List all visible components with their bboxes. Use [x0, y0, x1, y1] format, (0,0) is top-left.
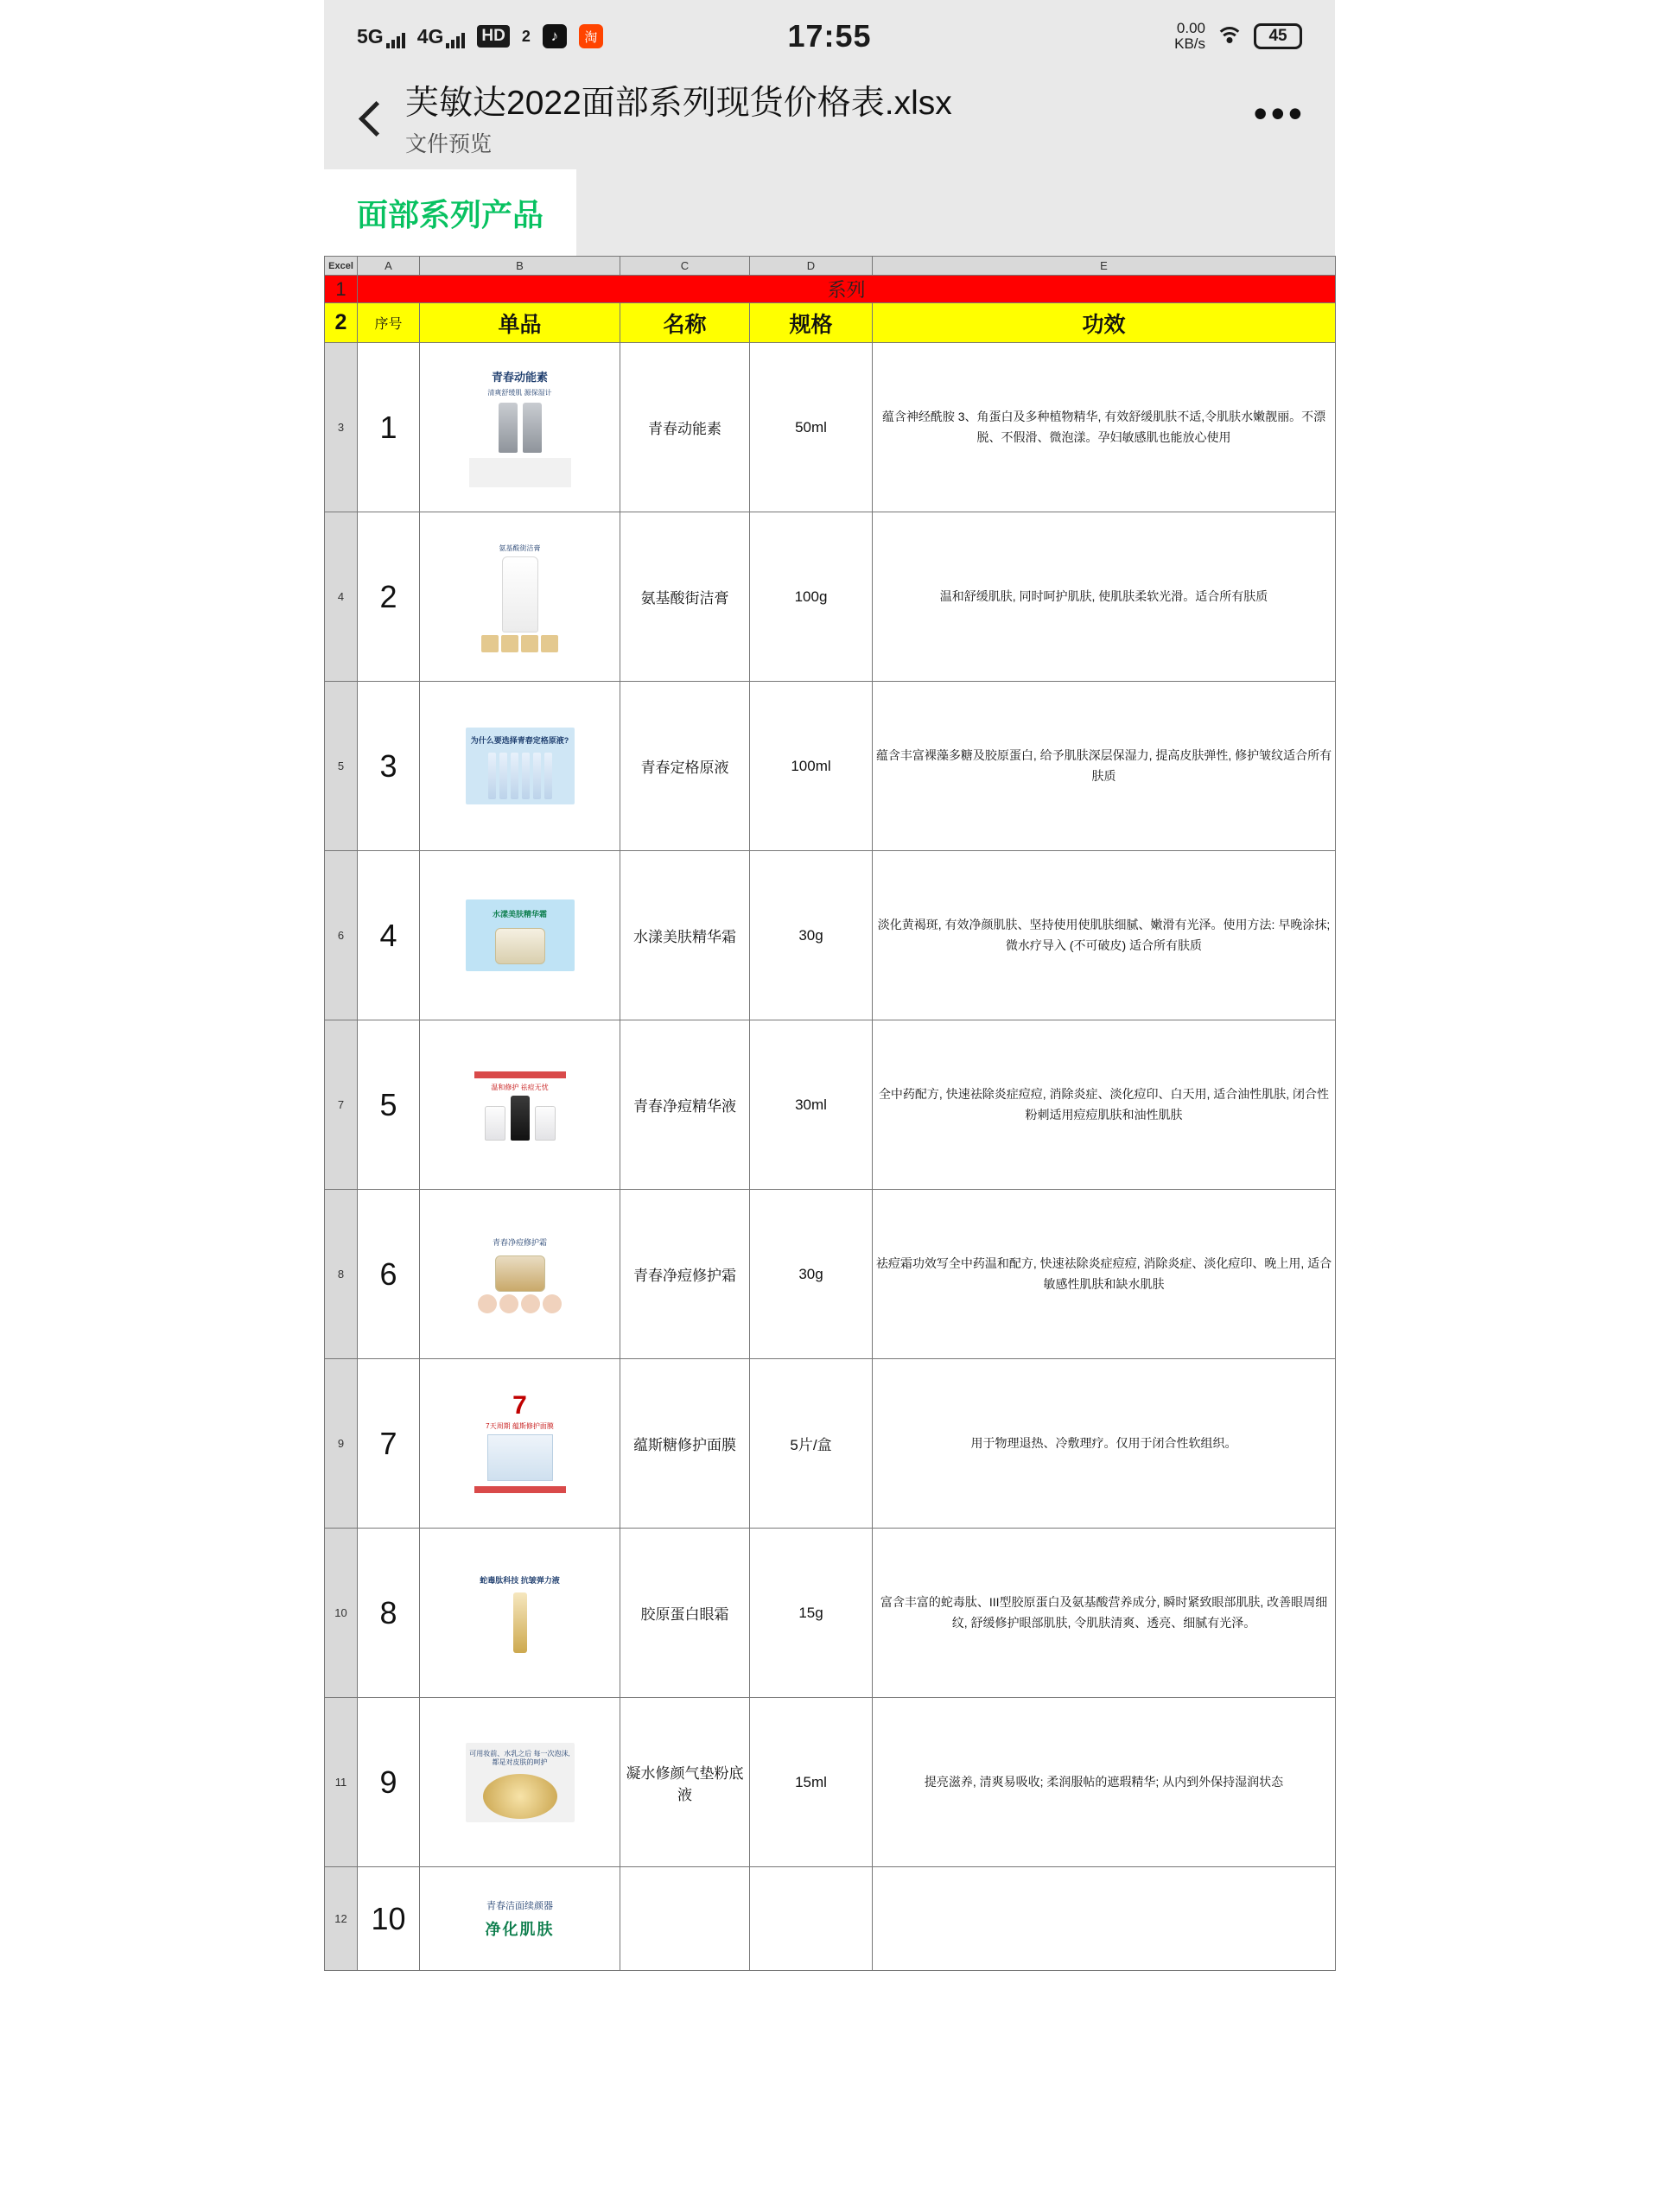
- product-image-8: [466, 1569, 575, 1656]
- column-header-b[interactable]: B: [420, 257, 620, 276]
- row-header-3[interactable]: 3: [325, 343, 358, 512]
- cell-effect: 祛痘霜功效写全中药温和配方, 快速祛除炎症痘痘, 消除炎症、淡化痘印、晚上用, 适合敏感性肌肤和缺水肌肤: [873, 1190, 1336, 1359]
- cell-name: 青春动能素: [620, 343, 750, 512]
- product-image-caption: 青春动能素: [491, 371, 548, 385]
- taobao-icon: 淘: [579, 24, 603, 48]
- cell-product-image: [420, 1529, 620, 1698]
- row-header-5[interactable]: 5: [325, 682, 358, 851]
- table-row: [325, 1698, 1336, 1867]
- signal-bars-icon: [386, 31, 405, 48]
- cell-effect: 富含丰富的蛇毒肽、III型胶原蛋白及氨基酸营养成分, 瞬时紧致眼部肌肤, 改善眼周细纹, 舒缓修护眼部肌肤, 令肌肤清爽、透亮、细腻有光泽。: [873, 1529, 1336, 1698]
- product-image-4: [466, 899, 575, 971]
- cell-index: 10: [358, 1867, 420, 1971]
- cell-name: 蕴斯糖修护面膜: [620, 1359, 750, 1529]
- column-header-row: [325, 257, 1336, 276]
- cell-effect: 蕴含丰富裸藻多糖及胶原蛋白, 给予肌肤深层保湿力, 提高皮肤弹性, 修护皱纹适合所有肤质: [873, 682, 1336, 851]
- product-image-5: [466, 1066, 575, 1144]
- dropper-illustration: [513, 1592, 527, 1653]
- phone-frame: [324, 0, 1335, 2212]
- cell-index: 9: [358, 1698, 420, 1867]
- cell-spec: 30g: [750, 851, 873, 1020]
- cell-spec: 100g: [750, 512, 873, 682]
- cell-product-image: [420, 1698, 620, 1867]
- cell-name: 凝水修颜气垫粉底液: [620, 1698, 750, 1867]
- more-options-icon[interactable]: •••: [1253, 91, 1306, 136]
- tiktok-icon: ♪: [543, 24, 567, 48]
- cell-index: 3: [358, 682, 420, 851]
- back-icon[interactable]: [353, 96, 391, 146]
- cell-effect: 温和舒缓肌肤, 同时呵护肌肤, 使肌肤柔软光滑。适合所有肤质: [873, 512, 1336, 682]
- table-row: [325, 851, 1336, 1020]
- network-5g-label: 5G: [357, 24, 384, 48]
- cell-index: 1: [358, 343, 420, 512]
- cell-product-image: [420, 851, 620, 1020]
- cell-index: 8: [358, 1529, 420, 1698]
- jar-illustration: [495, 928, 545, 964]
- banner-strip: [474, 1071, 566, 1078]
- cell-effect: 蕴含神经酰胺 3、角蛋白及多种植物精华, 有效舒缓肌肤不适,令肌肤水嫩靓丽。不漂脱、不假滑、微泡漾。孕妇敏感肌也能放心使用: [873, 343, 1336, 512]
- spreadsheet-grid: [324, 256, 1336, 1971]
- cell-index: 6: [358, 1190, 420, 1359]
- banner-strip: [474, 1486, 566, 1493]
- cell-index: 4: [358, 851, 420, 1020]
- table-row: [325, 1867, 1336, 1971]
- grid-corner[interactable]: Excel: [325, 257, 358, 276]
- product-image-caption: 氨基酸街洁膏: [499, 544, 541, 552]
- cell-effect: 淡化黄褐斑, 有效净颜肌肤、坚持使用使肌肤细腻、嫩滑有光泽。使用方法: 早晚涂抹;微水疗导入 (不可破皮) 适合所有肤质: [873, 851, 1336, 1020]
- row-header-1[interactable]: 1: [325, 276, 358, 303]
- wifi-icon: [1217, 27, 1242, 46]
- product-image-caption: 可用妆前、水乳之后 每一次泡沫, 都是对皮肤的呵护: [469, 1749, 570, 1766]
- row-header-4[interactable]: 4: [325, 512, 358, 682]
- product-image-caption: 7天周期 蕴斯修护面膜: [486, 1421, 554, 1430]
- status-right: [872, 21, 1302, 52]
- network-5g-indicator: [357, 25, 405, 48]
- data-rate-unit: KB/s: [1174, 35, 1206, 52]
- network-4g-label: 4G: [416, 24, 444, 48]
- spreadsheet[interactable]: [324, 256, 1335, 1971]
- header-name: 名称: [620, 303, 750, 343]
- product-image-subcaption: 清爽舒缓肌 源保湿计: [487, 388, 552, 397]
- table-row: [325, 1529, 1336, 1698]
- cell-effect: [873, 1867, 1336, 1971]
- data-rate: [1174, 21, 1205, 52]
- row-header-11[interactable]: 11: [325, 1698, 358, 1867]
- bottles-illustration: [469, 403, 571, 453]
- tube-illustration: [502, 556, 538, 632]
- page-subtitle: 文件预览: [405, 132, 493, 156]
- header-effect: 功效: [873, 303, 1336, 343]
- seven-day-label: 7: [512, 1390, 527, 1420]
- cell-spec: [750, 1867, 873, 1971]
- table-row: [325, 1190, 1336, 1359]
- cell-spec: 30ml: [750, 1020, 873, 1190]
- row-header-10[interactable]: 10: [325, 1529, 358, 1698]
- title-bar: [324, 73, 1335, 169]
- cell-effect: 全中药配方, 快速祛除炎症痘痘, 消除炎症、淡化痘印、白天用, 适合油性肌肤, 闭合性粉刺适用痘痘肌肤和油性肌肤: [873, 1020, 1336, 1190]
- sheet-tab-bar: [324, 169, 1335, 256]
- cell-spec: 5片/盒: [750, 1359, 873, 1529]
- row-header-8[interactable]: 8: [325, 1190, 358, 1359]
- product-image-title: 净化肌肤: [485, 1921, 555, 1939]
- cell-product-image: [420, 1867, 620, 1971]
- cell-index: 2: [358, 512, 420, 682]
- product-image-caption: 水漾美肤精华霜: [492, 909, 547, 918]
- cell-product-image: [420, 512, 620, 682]
- table-row: [325, 343, 1336, 512]
- product-shadow: [469, 458, 571, 487]
- ampoules-illustration: [469, 753, 571, 799]
- table-row: [325, 512, 1336, 682]
- cell-name: 水漾美肤精华霜: [620, 851, 750, 1020]
- column-header-e[interactable]: E: [873, 257, 1336, 276]
- product-image-6: [466, 1231, 575, 1316]
- row-header-2[interactable]: 2: [325, 303, 358, 343]
- row-header-9[interactable]: 9: [325, 1359, 358, 1529]
- title-wrap: [405, 84, 1254, 158]
- product-image-caption: 为什么要选择青春定格原液?: [470, 735, 569, 745]
- cell-effect: 用于物理退热、冷敷理疗。仅用于闭合性软组织。: [873, 1359, 1336, 1529]
- hd-icon: HD: [477, 25, 509, 48]
- product-image-caption: 青春净痘修护霜: [492, 1238, 547, 1248]
- header-index: 序号: [358, 303, 420, 343]
- bottle-illustration: [469, 1096, 571, 1141]
- face-thumbnails: [469, 1294, 571, 1313]
- cell-product-image: [420, 682, 620, 851]
- row-header-6[interactable]: 6: [325, 851, 358, 1020]
- cell-name: 氨基酸街洁膏: [620, 512, 750, 682]
- product-image-2: [466, 537, 575, 656]
- cell-name: [620, 1867, 750, 1971]
- cell-name: 胶原蛋白眼霜: [620, 1529, 750, 1698]
- table-row: [325, 682, 1336, 851]
- cell-spec: 15ml: [750, 1698, 873, 1867]
- status-left: [357, 24, 787, 48]
- page-title: 芙敏达2022面部系列现货价格表.xlsx: [405, 84, 952, 122]
- sheet-tab-face-series[interactable]: 面部系列产品: [324, 169, 576, 256]
- signal-bars-icon-2: [446, 31, 465, 48]
- cell-name: 青春净痘精华液: [620, 1020, 750, 1190]
- header-spec: 规格: [750, 303, 873, 343]
- table-row: [325, 1020, 1336, 1190]
- cell-name: 青春定格原液: [620, 682, 750, 851]
- mask-box-illustration: [487, 1434, 553, 1481]
- cell-spec: 30g: [750, 1190, 873, 1359]
- product-image-1: [466, 364, 575, 490]
- cell-effect: 提亮滋养, 清爽易吸收; 柔润服帖的遮瑕精华; 从内到外保持湿润状态: [873, 1698, 1336, 1867]
- table-row-banner: [325, 276, 1336, 303]
- status-bar: [324, 0, 1335, 73]
- cell-spec: 15g: [750, 1529, 873, 1698]
- cell-spec: 50ml: [750, 343, 873, 512]
- table-row: [325, 1359, 1336, 1529]
- header-product: 单品: [420, 303, 620, 343]
- cell-spec: 100ml: [750, 682, 873, 851]
- cell-name: 青春净痘修护霜: [620, 1190, 750, 1359]
- clock-label: 17:55: [787, 18, 872, 54]
- product-image-7: [466, 1389, 575, 1498]
- row-header-12[interactable]: 12: [325, 1867, 358, 1971]
- product-image-9: [466, 1743, 575, 1822]
- cell-index: 5: [358, 1020, 420, 1190]
- column-header-a[interactable]: A: [358, 257, 420, 276]
- cell-product-image: [420, 343, 620, 512]
- product-image-caption: 青春洁面续颜器: [486, 1900, 553, 1911]
- product-image-caption: 温和修护 祛痘无忧: [491, 1083, 549, 1091]
- cushion-illustration: [483, 1774, 557, 1819]
- banner-title: 系列: [358, 276, 1336, 303]
- cell-product-image: [420, 1190, 620, 1359]
- product-image-3: [466, 728, 575, 804]
- cell-product-image: [420, 1359, 620, 1529]
- thumbnail-strip: [469, 635, 571, 652]
- jar-illustration: [495, 1255, 545, 1292]
- table-header-row: [325, 303, 1336, 343]
- network-4g-indicator: [417, 25, 466, 48]
- column-header-c[interactable]: C: [620, 257, 750, 276]
- cell-product-image: [420, 1020, 620, 1190]
- cell-index: 7: [358, 1359, 420, 1529]
- product-image-caption: 蛇毒肽科技 抗皱弹力液: [480, 1575, 560, 1585]
- product-image-10: [466, 1894, 575, 1944]
- row-header-7[interactable]: 7: [325, 1020, 358, 1190]
- data-rate-value: 0.00: [1176, 20, 1206, 37]
- battery-icon: 45: [1254, 23, 1302, 49]
- hd-sub-label: 2: [521, 27, 531, 45]
- column-header-d[interactable]: D: [750, 257, 873, 276]
